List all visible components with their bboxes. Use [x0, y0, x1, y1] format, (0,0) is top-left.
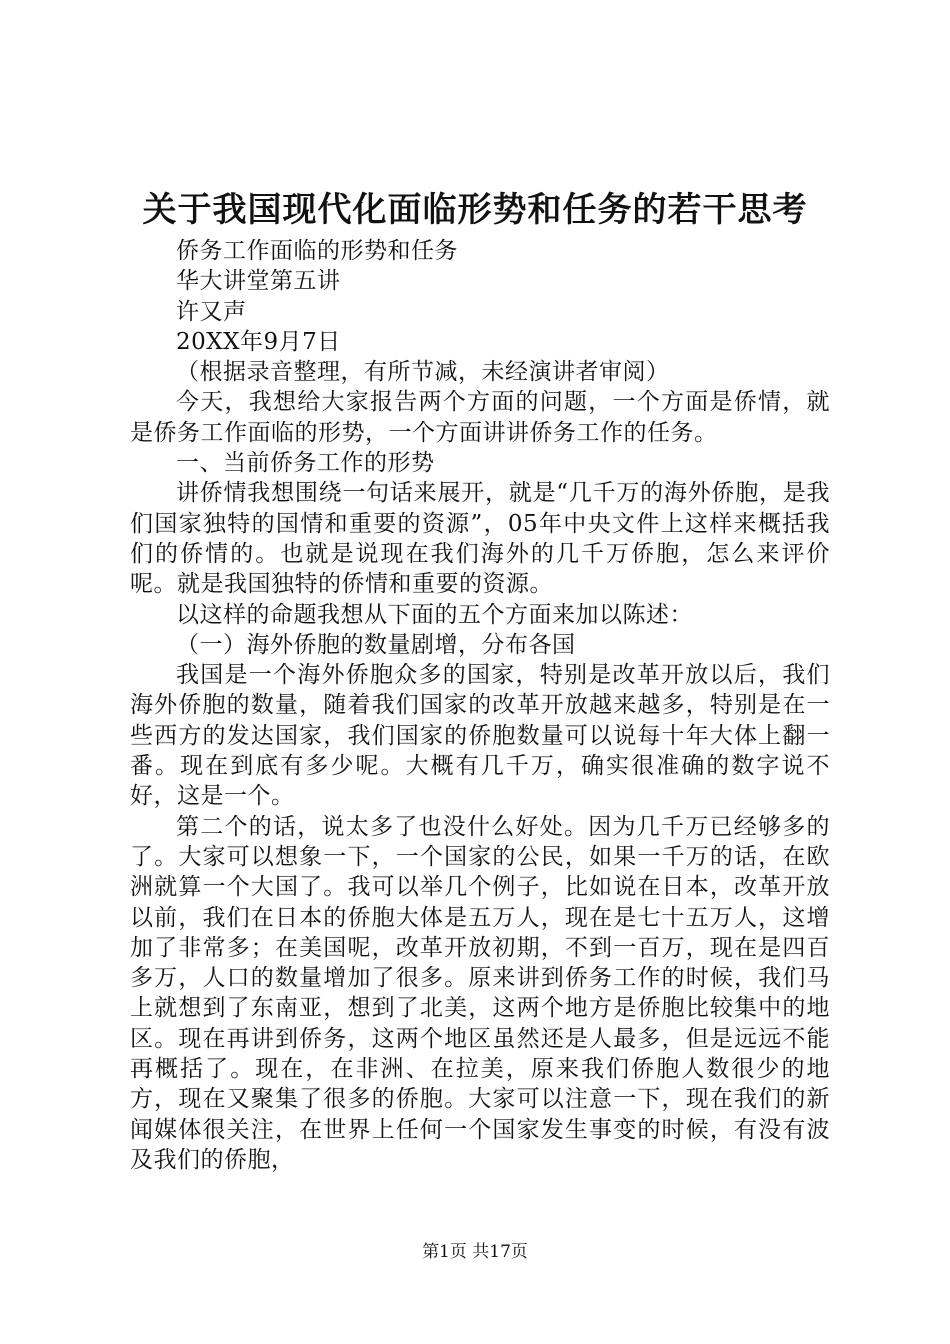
- paragraph-lecture-series: 华大讲堂第五讲: [176, 268, 341, 295]
- paragraph-body: 以这样的命题我想从下面的五个方面来加以陈述：: [176, 601, 693, 628]
- document-body: [130, 236, 830, 1175]
- paragraph-subtitle: 侨务工作面临的形势和任务: [176, 238, 458, 264]
- paragraph-body: 讲侨情我想围绕一句话来展开，就是“几千万的海外侨胞，是我们国家独特的国情和重要的资源”，05年中央文件上这样来概括我们的侨情的。也就是说现在我们海外的几千万侨胞，怎么来评价呢。就是我国独特的侨情和重要的资源。: [130, 480, 830, 598]
- section-heading: 一、当前侨务工作的形势: [176, 450, 435, 477]
- document-title: 关于我国现代化面临形势和任务的若干思考: [142, 190, 808, 230]
- paragraph-speaker: 许又声: [176, 298, 247, 325]
- paragraph-date: 20XX年9月7日: [176, 328, 341, 355]
- paragraph-intro: 今天，我想给大家报告两个方面的问题，一个方面是侨情，就是侨务工作面临的形势，一个方面讲讲侨务工作的任务。: [130, 389, 830, 446]
- paragraph-body: 第二个的话，说太多了也没什么好处。因为几千万已经够多的了。大家可以想象一下，一个国家的公民，如果一千万的话，在欧洲就算一个大国了。我可以举几个例子，比如说在日本，改革开放以前，我们在日本的侨胞大体是五万人，现在是七十五万人，这增加了非常多；在美国呢，改革开放初期，不到一百万，现在是四百多万，人口的数量增加了很多。原来讲到侨务工作的时候，我们马上就想到了东南亚，想到了北美，这两个地方是侨胞比较集中的地区。现在再讲到侨务，这两个地区虽然还是人最多，但是远远不能再概括了。现在，在非洲、在拉美，原来我们侨胞人数很少的地方，现在又聚集了很多的侨胞。大家可以注意一下，现在我们的新闻媒体很关注，在世界上任何一个国家发生事变的时候，有没有波及我们的侨胞，: [130, 813, 830, 1173]
- paragraph-body: 我国是一个海外侨胞众多的国家，特别是改革开放以后，我们海外侨胞的数量，随着我们国家的改革开放越来越多，特别是在一些西方的发达国家，我们国家的侨胞数量可以说每十年大体上翻一番。现在到底有多少呢。大概有几千万，确实很准确的数字说不好，这是一个。: [130, 662, 830, 810]
- subsection-heading: （一）海外侨胞的数量剧增，分布各国: [176, 631, 576, 658]
- paragraph-note: （根据录音整理，有所节减，未经演讲者审阅）: [176, 359, 670, 386]
- page-footer: 第1页 共17页: [422, 1242, 528, 1262]
